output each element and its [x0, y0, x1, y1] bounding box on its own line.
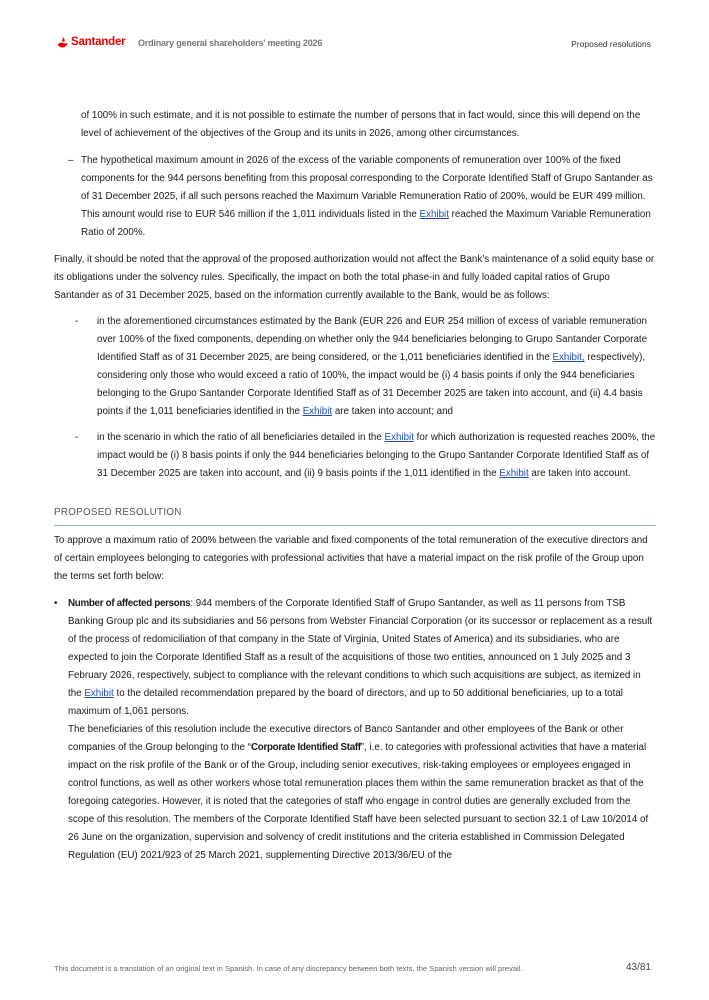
- exhibit-link[interactable]: Exhibit: [302, 406, 333, 417]
- flame-icon: [57, 36, 68, 48]
- finally-paragraph: Finally, it should be noted that the approval of the proposed authorization would not affect the Bank’s maintenance of a solid equity base or its obligations under the solvency rules. Specifically, the impact on both the total phase-in and fully loaded capital ratios of Grupo Santander as of 31 December 2025, based on the information currently available to the Bank, would be as follows:: [54, 254, 655, 301]
- list-item: • Number of affected persons: 944 members of the Corporate Identified Staff of Grupo Santander, as well as 11 persons from TSB Banking Group plc and its subsidiaries and 56 persons from Webster Financial Corporation (or its successor or replacement as a result of the process of redomiciliation of that company in the State of Virginia, United States of America) and its subsidiaries, who are expected to join the Corporate Identified Staff as a result of the acquisitions of those two entities, announced on 1 July 2025 and 3 February 2026, respectively, subject to compliance with the relevant conditions to which such acquisitions are subject, as itemized in the Exhibit to the detailed recommendation prepared by the board of directors, and up to 50 additional beneficiaries, up to a total maximum of 1,061 persons.: [54, 595, 656, 721]
- dash-marker: –: [68, 155, 74, 166]
- page-header: [0, 0, 709, 60]
- santander-logo: [57, 36, 125, 48]
- bold-term: Corporate Identified Staff: [251, 742, 361, 753]
- list-item: – The hypothetical maximum amount in 2026 of the excess of the variable components of remuneration over 100% of the fixed components for the 944 persons benefiting from this proposal corresponding to the Corporate Identified Staff of Grupo Santander as of 31 December 2025, if all such persons reached the Maximum Variable Remuneration Ratio of 200%, would be EUR 499 million. This amount would rise to EUR 546 million if the 1,011 individuals listed in the Exhibit reached the Maximum Variable Remuneration Ratio of 200%.: [54, 152, 656, 242]
- bullet-marker: •: [54, 598, 58, 609]
- beneficiaries-paragraph: The beneficiaries of this resolution include the executive directors of Banco Santander and other employees of the Bank or other companies of the Group belonging to the “Corporate Identified Staff”, i.e. to categories with professional activities that have a material impact on the risk profile of the Bank or of the Group, including senior executives, risk-taking employees or employees engaged in control functions, as well as other workers whose total remuneration places them within the same remuneration bracket as that of the foregoing categories. However, it is noted that the categories of staff who engage in control duties are generally excluded from the scope of this resolution. The members of the Corporate Identified Staff have been selected pursuant to section 32.1 of Law 10/2014 of 26 June on the organization, supervision and solvency of credit institutions and the criteria established in Commission Delegated Regulation (EU) 2021/923 of 25 March 2021, supplementing Directive 2013/36/EU of the: [68, 724, 649, 861]
- meeting-title: Ordinary general shareholders' meeting 2026: [138, 38, 323, 48]
- page-number: 43/81: [625, 962, 651, 973]
- exhibit-link[interactable]: Exhibit: [84, 688, 114, 699]
- intro-paragraph: To approve a maximum ratio of 200% between the variable and fixed components of the total remuneration of the executive directors and of certain employees belonging to categories with professional activities that have a material impact on the risk profile of the Group upon the terms set forth below:: [54, 535, 648, 582]
- list-item: - in the scenario in which the ratio of all beneficiaries detailed in the Exhibit for which authorization is requested reaches 200%, the impact would be (i) 8 basis points if only the 944 beneficiaries belonging to the Grupo Santander Corporate Identified Staff as of 31 December 2025 are taken into account, and (ii) 9 basis points if the 1,011 identified in the Exhibit are taken into account.: [54, 429, 656, 483]
- section-heading: PROPOSED RESOLUTION: [54, 504, 656, 526]
- continuation-paragraph: of 100% in such estimate, and it is not possible to estimate the number of persons that in fact would, since this will depend on the level of achievement of the objectives of the Group and its units in 2026, among other circumstances.: [81, 110, 641, 139]
- dash-marker: -: [75, 432, 79, 443]
- document-body: [54, 107, 656, 865]
- exhibit-link[interactable]: Exhibit: [419, 209, 449, 220]
- logo-text: Santander: [71, 36, 126, 48]
- exhibit-link[interactable]: Exhibit: [384, 432, 414, 443]
- bold-term: Number of affected persons: [68, 598, 191, 609]
- list-item: - in the aforementioned circumstances estimated by the Bank (EUR 226 and EUR 254 million of excess of variable remuneration over 100% of the fixed components, depending on whether only the 944 beneficiaries belonging to Grupo Santander Corporate Identified Staff as of 31 December 2025, are being considered, or the 1,011 beneficiaries identified in the Exhibit, respectively), considering only those who would exceed a ratio of 100%, the impact would be (i) 4 basis points if only the 944 beneficiaries belonging to the Grupo Santander Corporate Identified Staff as of 31 December 2025 are taken into account, and (ii) 4.4 basis points if the 1,011 beneficiaries identified in the Exhibit are taken into account; and: [54, 313, 656, 421]
- footer-note: This document is a translation of an original text in Spanish. In case of any discrepancy between both texts, the Spanish version will prevail.: [54, 964, 523, 973]
- dash-marker: -: [75, 316, 79, 327]
- exhibit-link[interactable]: Exhibit: [499, 468, 529, 479]
- section-label: Proposed resolutions: [571, 39, 651, 49]
- exhibit-link[interactable]: Exhibit,: [552, 352, 585, 363]
